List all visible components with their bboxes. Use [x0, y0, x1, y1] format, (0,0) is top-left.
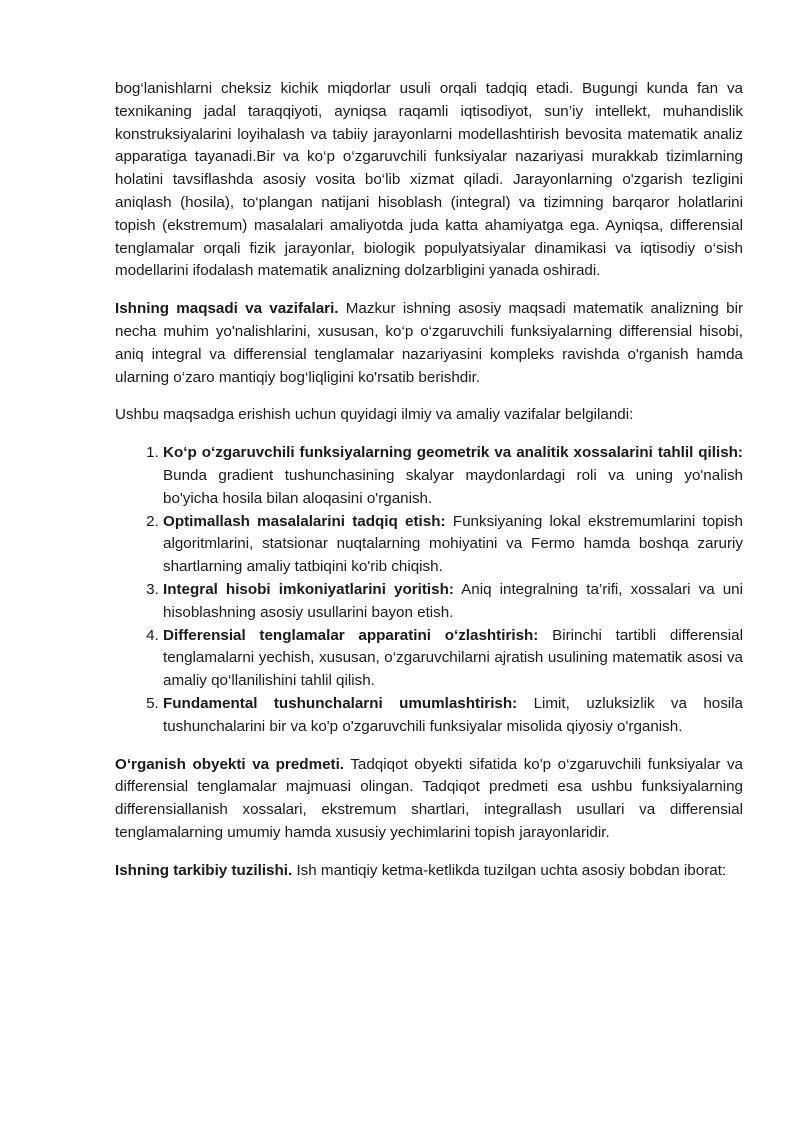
task-text: Birinchi tartibli differensial tenglamalarni yechish, xususan, o‘zgaruvchilarni ajratish usulining matematik asosi va amaliy qo‘llanilishini tahlil qilish. — [163, 626, 744, 690]
task-title: Optimallash masalalarini tadqiq etish: — [163, 512, 446, 530]
structure-paragraph — [115, 860, 743, 883]
task-item — [163, 693, 743, 739]
task-title: Differensial tenglamalar apparatini o‘zlashtirish: — [163, 626, 539, 644]
task-item — [163, 579, 743, 625]
task-text: Limit, uzluksizlik va hosila tushunchalarini bir va ko'p o'zgaruvchili funksiyalar misolida qiyosiy o'rganish. — [163, 694, 743, 735]
task-text: Funksiyaning lokal ekstremumlarini topish algoritmlarini, statsionar nuqtalarning mohiyatini va Fermo hamda boshqa zaruriy shartlarning amaliy tatbiqini ko'rib chiqish. — [163, 512, 744, 576]
task-title: Fundamental tushunchalarni umumlashtirish: — [163, 694, 518, 712]
task-text: Aniq integralning ta’rifi, xossalari va uni hisoblashning asosiy usullarini bayon etish. — [163, 580, 743, 621]
task-text: Bunda gradient tushunchasining skalyar maydonlardagi roli va uning yo'nalish bo'yicha hosila bilan aloqasini o'rganish. — [163, 466, 743, 507]
object-text: Tadqiqot obyekti sifatida ko'p o‘zgaruvchili funksiyalar va differensial tenglamalar majmuasi olingan. Tadqiqot predmeti esa ushbu funksiyalarning differensiallanish xossalari, ekstremum shartlari, integrallash usullari va differensial tenglamalarning umumiy hamda xususiy yechimlarini topish jarayonlaridir. — [115, 755, 743, 841]
tasks-intro: Ushbu maqsadga erishish uchun quyidagi ilmiy va amaliy vazifalar belgilandi: — [115, 406, 634, 424]
task-title: Integral hisobi imkoniyatlarini yoritish: — [163, 580, 454, 598]
task-item — [163, 511, 743, 579]
object-heading: O‘rganish obyekti va predmeti. — [115, 755, 345, 773]
structure-text: Ish mantiqiy ketma-ketlikda tuzilgan uchta asosiy bobdan iborat: — [292, 861, 727, 879]
document-page — [115, 78, 743, 883]
goal-heading: Ishning maqsadi va vazifalari. — [115, 300, 339, 318]
goal-paragraph — [115, 298, 743, 389]
task-title: Ko‘p o‘zgaruvchili funksiyalarning geometrik va analitik xossalarini tahlil qilish: — [163, 444, 743, 462]
task-item — [163, 625, 743, 693]
structure-heading: Ishning tarkibiy tuzilishi. — [115, 861, 293, 879]
object-paragraph — [115, 754, 743, 845]
task-item — [163, 442, 743, 510]
goal-text: Mazkur ishning asosiy maqsadi matematik analizning bir necha muhim yo'nalishlarini, xususan, ko‘p o‘zgaruvchili funksiyalarning differensial hisobi, aniq integral va differensial tenglamalar nazariyasini kompleks ravishda o'rganish hamda ularning o‘zaro mantiqiy bog‘liqligini ko'rsatib berishdir. — [115, 300, 744, 386]
intro-paragraph: bog‘lanishlarni cheksiz kichik miqdorlar usuli orqali tadqiq etadi. Bugungi kunda fan va texnikaning jadal taraqqiyoti, ayniqsa raqamli iqtisodiyot, sun’iy intellekt, muhandislik konstruksiyalarini loyihalash va tabiiy jarayonlarni modellashtirish bevosita matematik analiz apparatiga tayanadi.Bir va ko‘p o‘zgaruvchili funksiyalar nazariyasi murakkab tizimlarning holatini tavsiflashda asosiy vosita bo‘lib xizmat qiladi. Jarayonlarning o'zgarish tezligini aniqlash (hosila), to‘plangan natijani hisoblash (integral) va tizimning barqaror holatlarini topish (ekstremum) masalalari amaliyotda juda katta ahamiyatga ega. Ayniqsa, differensial tenglamalar orqali fizik jarayonlar, biologik populyatsiyalar dinamikasi va iqtisodiy o‘sish modellarini ifodalash matematik analizning dolzarbligini yanada oshiradi. — [115, 80, 743, 280]
tasks-list — [115, 442, 743, 738]
